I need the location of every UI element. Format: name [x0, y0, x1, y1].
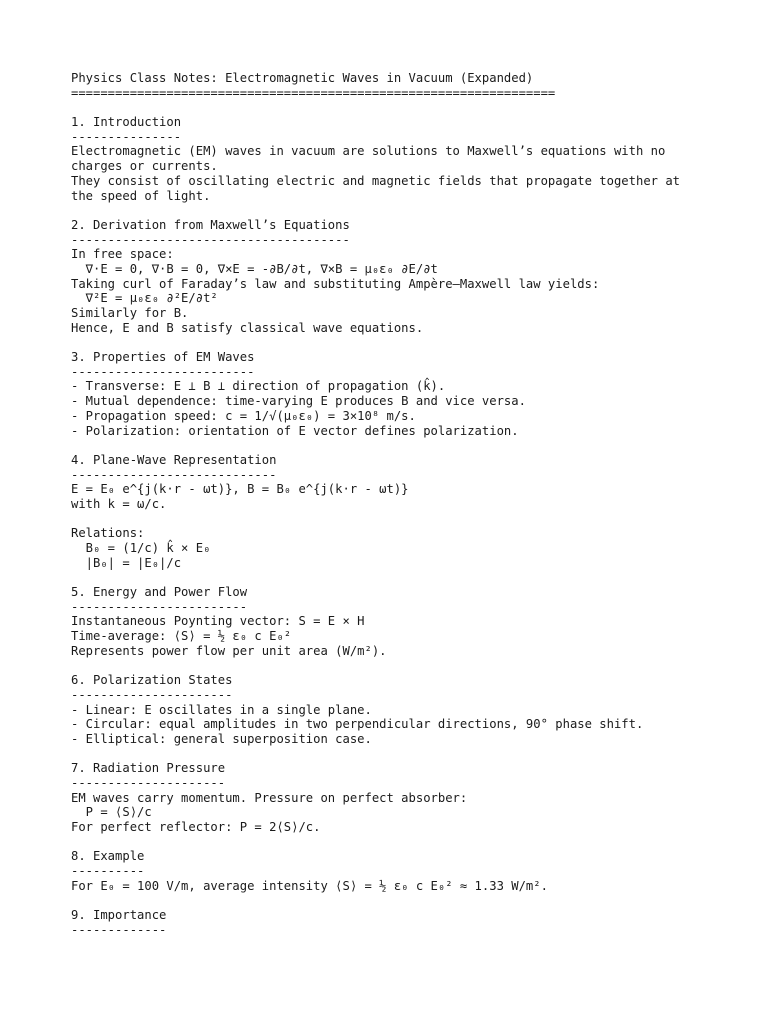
document-line: [71, 835, 751, 850]
document-line: ----------: [71, 864, 145, 879]
document-line: Time-average: ⟨S⟩ = ½ ε₀ c E₀²: [71, 629, 292, 644]
document-line: -------------: [71, 922, 167, 937]
document-line: ---------------: [71, 129, 182, 144]
document-line: B₀ = (1/c) k̂ × E₀: [71, 541, 211, 555]
document-line: Taking curl of Faraday’s law and substituting Ampère–Maxwell law yields:: [71, 276, 600, 291]
document-line: ==================================================================: [71, 85, 556, 100]
document-line: charges or currents.: [71, 159, 218, 174]
document-line: Electromagnetic (EM) waves in vacuum are solutions to Maxwell’s equations with no: [71, 144, 666, 159]
document-line: [71, 894, 751, 909]
document-line: 6. Polarization States: [71, 673, 233, 688]
document-line: 3. Properties of EM Waves: [71, 350, 255, 365]
document-line: - Circular: equal amplitudes in two perpendicular directions, 90° phase shift.: [71, 717, 644, 732]
document-line: ---------------------: [71, 776, 226, 790]
document-line: - Propagation speed: c = 1/√(μ₀ε₀) = 3×10⁸ m/s.: [71, 408, 416, 423]
document-line: --------------------------------------: [71, 232, 350, 247]
document-line: ------------------------: [71, 599, 248, 614]
document-line: P = ⟨S⟩/c: [71, 805, 152, 820]
document-line: E = E₀ e^{j(k·r - ωt)}, B = B₀ e^{j(k·r - ωt)}: [71, 482, 409, 497]
document-line: Instantaneous Poynting vector: S = E × H: [71, 614, 365, 629]
document-line: - Polarization: orientation of E vector defines polarization.: [71, 423, 519, 438]
document-line: ∇²E = μ₀ε₀ ∂²E/∂t²: [71, 291, 218, 306]
document-line: [71, 335, 751, 350]
document-line: [71, 512, 751, 527]
document-line: [71, 100, 751, 115]
document-line: - Elliptical: general superposition case.: [71, 731, 372, 746]
document-line: EM waves carry momentum. Pressure on perfect absorber:: [71, 790, 468, 805]
document-line: - Transverse: E ⊥ B ⊥ direction of propagation (k̂).: [71, 379, 446, 394]
document-line: [71, 438, 751, 453]
document-line: 9. Importance: [71, 908, 167, 923]
document-line: They consist of oscillating electric and magnetic fields that propagate together at: [71, 173, 681, 188]
document-line: with k = ω/c.: [71, 496, 167, 511]
document-line: ∇·E = 0, ∇·B = 0, ∇×E = -∂B/∂t, ∇×B = μ₀ε₀ ∂E/∂t: [71, 261, 438, 276]
document-line: 1. Introduction: [71, 115, 182, 130]
document-line: [71, 747, 751, 762]
document-line: [71, 203, 751, 218]
document-line: 7. Radiation Pressure: [71, 761, 226, 776]
document-line: In free space:: [71, 247, 174, 262]
document-line: Hence, E and B satisfy classical wave equations.: [71, 320, 424, 335]
document-line: 2. Derivation from Maxwell’s Equations: [71, 217, 350, 232]
document-line: ----------------------: [71, 687, 233, 702]
document-line: - Mutual dependence: time-varying E produces B and vice versa.: [71, 394, 526, 409]
document-line: Similarly for B.: [71, 306, 189, 320]
document-line: ----------------------------: [71, 467, 277, 482]
document-page: [71, 71, 751, 938]
document-line: Represents power flow per unit area (W/m²).: [71, 643, 387, 658]
document-line: For perfect reflector: P = 2⟨S⟩/c.: [71, 820, 321, 835]
document-line: - Linear: E oscillates in a single plane.: [71, 702, 372, 717]
document-line: 5. Energy and Power Flow: [71, 585, 248, 600]
document-line: Relations:: [71, 526, 145, 541]
document-line: For E₀ = 100 V/m, average intensity ⟨S⟩ = ½ ε₀ c E₀² ≈ 1.33 W/m².: [71, 878, 548, 893]
document-line: 8. Example: [71, 849, 145, 864]
document-line: |B₀| = |E₀|/c: [71, 555, 182, 570]
document-line: 4. Plane-Wave Representation: [71, 452, 277, 467]
document-line: [71, 659, 751, 674]
document-line: -------------------------: [71, 364, 255, 379]
document-line: the speed of light.: [71, 188, 211, 203]
document-line: [71, 570, 751, 585]
document-line: Physics Class Notes: Electromagnetic Waves in Vacuum (Expanded): [71, 71, 534, 85]
